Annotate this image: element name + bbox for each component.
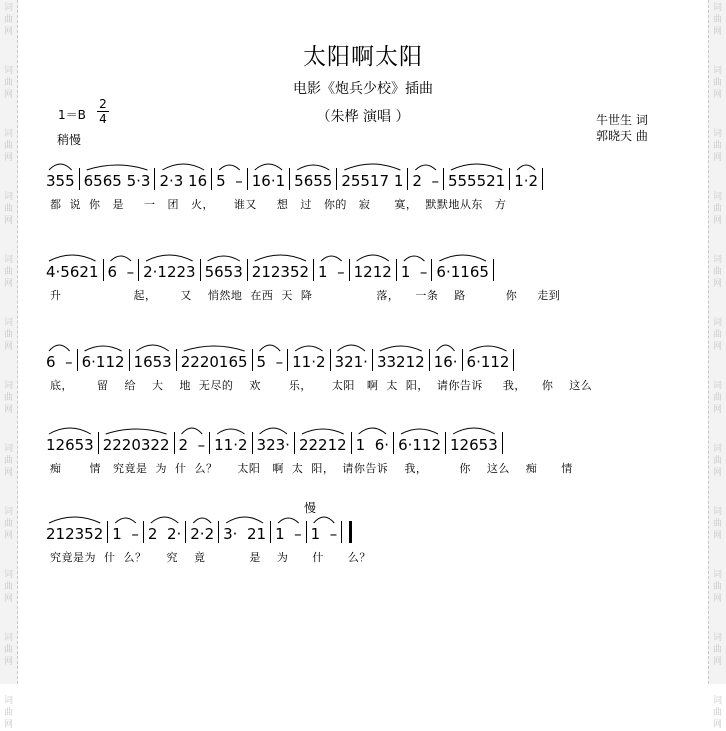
measure-notes: 16·1: [251, 172, 286, 190]
watermark-char: 词: [3, 633, 13, 643]
lyrics-line: 都 说 你 是 一 团 火， 谁又 想 过 你的 寂 寞， 默默地从东 方: [50, 198, 507, 211]
slur-mark: [111, 256, 132, 261]
measure-notes: 12653: [450, 436, 498, 454]
watermark-char: 词: [712, 507, 722, 517]
watermark-char: 词: [712, 318, 722, 328]
slur-mark: [357, 255, 389, 261]
measure-notes: 6 –: [107, 263, 135, 281]
watermark-char: 曲: [3, 708, 13, 718]
music-system: [46, 416, 686, 476]
watermark-block: [713, 128, 722, 164]
measure-notes: 3· 21: [223, 525, 267, 543]
measure-notes: 6·1165: [436, 263, 489, 281]
slur-mark: [49, 345, 70, 351]
measure-notes: 2 –: [178, 436, 206, 454]
watermark-char: 曲: [712, 330, 722, 340]
measure-notes: 2·3 16: [159, 172, 208, 190]
watermark-block: [713, 254, 722, 290]
watermark-char: 网: [712, 27, 722, 37]
measure-notes: 33212: [376, 353, 425, 371]
slur-mark: [338, 345, 365, 351]
slur-mark: [517, 165, 535, 170]
slur-mark: [451, 164, 502, 170]
measure-notes: 1 –: [112, 525, 139, 543]
slur-mark: [219, 165, 240, 170]
watermark-block: [713, 2, 722, 38]
watermark-char: 网: [712, 594, 722, 604]
watermark-char: 网: [712, 279, 722, 289]
watermark-char: 曲: [712, 708, 722, 718]
watermark-char: 网: [3, 594, 13, 604]
watermark-block: [4, 380, 13, 416]
watermark-char: 网: [712, 153, 722, 163]
measure-notes: 323·: [256, 436, 290, 454]
watermark-char: 词: [3, 3, 13, 13]
watermark-char: 曲: [712, 204, 722, 214]
slur-mark: [344, 164, 400, 170]
watermark-char: 网: [712, 657, 722, 667]
watermark-block: [4, 695, 13, 731]
watermark-char: 词: [3, 66, 13, 76]
watermark-char: 词: [712, 3, 722, 13]
slur-mark: [49, 255, 96, 261]
lyrics-line: 痴 情 究竟是 为 什 么？ 太阳 啊 太 阳， 请你告诉 我， 你 这么 痴 情: [50, 462, 573, 475]
slur-layer: [46, 505, 686, 525]
watermark-char: 曲: [3, 393, 13, 403]
watermark-char: 网: [3, 468, 13, 478]
slur-layer: [46, 416, 686, 436]
watermark-char: 网: [712, 342, 722, 352]
key-signature: 1＝B: [58, 108, 86, 122]
watermark-char: 词: [3, 318, 13, 328]
watermark-block: [713, 506, 722, 542]
measure-notes: 212352: [46, 525, 104, 543]
watermark-char: 词: [712, 570, 722, 580]
measure-notes: 1 –: [275, 525, 302, 543]
watermark-char: 曲: [712, 456, 722, 466]
slur-mark: [453, 428, 495, 434]
measure-notes: 16·: [433, 353, 458, 371]
meter-top: 2: [99, 97, 107, 111]
slur-mark: [439, 255, 486, 261]
watermark-char: 曲: [712, 141, 722, 151]
music-system: [46, 243, 686, 303]
slur-mark: [314, 517, 335, 523]
watermark-char: 网: [3, 279, 13, 289]
measure-notes: 6 –: [46, 353, 73, 371]
watermark-char: 曲: [3, 519, 13, 529]
left-watermark-strip: [0, 0, 18, 730]
watermark-char: 网: [712, 468, 722, 478]
watermark-block: [4, 632, 13, 668]
watermark-char: 词: [712, 381, 722, 391]
music-system: [46, 152, 686, 212]
measure-notes: 2·1223: [143, 263, 196, 281]
slur-mark: [226, 517, 263, 523]
watermark-char: 词: [3, 381, 13, 391]
measure-notes: 1 –: [400, 263, 428, 281]
measure-notes: 2220165: [180, 353, 248, 371]
watermark-block: [713, 443, 722, 479]
watermark-char: 词: [3, 129, 13, 139]
measure-notes: 2 2·: [147, 525, 182, 543]
measure-notes: 6·112: [466, 353, 510, 371]
measure-notes: 5 –: [256, 353, 284, 371]
watermark-char: 词: [3, 507, 13, 517]
watermark-block: [4, 317, 13, 353]
watermark-block: [4, 254, 13, 290]
measure-notes: 212352: [251, 263, 310, 281]
watermark-char: 网: [712, 216, 722, 226]
song-title: 太阳啊太阳: [303, 44, 423, 70]
watermark-char: 曲: [3, 456, 13, 466]
watermark-char: 网: [3, 342, 13, 352]
watermark-char: 网: [712, 720, 722, 730]
watermark-char: 词: [712, 129, 722, 139]
watermark-char: 网: [3, 720, 13, 730]
measure-notes: 355: [46, 172, 75, 190]
slur-mark: [255, 164, 282, 170]
measure-notes: 5653: [204, 263, 243, 281]
watermark-char: 网: [3, 153, 13, 163]
time-signature: [96, 97, 110, 126]
slow-mark: 慢: [304, 501, 317, 515]
watermark-char: 词: [712, 255, 722, 265]
lyrics-line: 升 起， 又 悄然地 在西 天 降 落， 一条 路 你 走到: [50, 289, 561, 302]
lyricist-credit: 牛世生 词: [596, 113, 648, 127]
watermark-block: [713, 380, 722, 416]
watermark-char: 曲: [712, 393, 722, 403]
watermark-char: 网: [3, 90, 13, 100]
lyrics-line: 底， 留 给 大 地 无尽的 欢 乐， 太阳 啊 太 阳， 请你告诉 我， 你 这么: [50, 379, 593, 392]
slur-mark: [162, 164, 204, 170]
watermark-char: 词: [3, 570, 13, 580]
slur-mark: [106, 429, 167, 434]
slur-mark: [302, 429, 344, 434]
slur-mark: [115, 518, 136, 523]
watermark-char: 曲: [712, 519, 722, 529]
measure-notes: 1212: [353, 263, 392, 281]
measure-notes: 11·2: [214, 436, 248, 454]
slur-mark: [49, 517, 100, 523]
slur-mark: [137, 345, 169, 351]
slur-mark: [415, 165, 436, 170]
measure-notes: 22212: [298, 436, 347, 454]
watermark-block: [4, 191, 13, 227]
watermark-char: 词: [3, 444, 13, 454]
watermark-char: 曲: [3, 141, 13, 151]
watermark-block: [4, 443, 13, 479]
watermark-char: 网: [3, 405, 13, 415]
measure-notes: 12653: [46, 436, 94, 454]
watermark-char: 曲: [3, 330, 13, 340]
slur-mark: [297, 165, 329, 170]
watermark-block: [713, 191, 722, 227]
song-subtitle: 电影《炮兵少校》插曲: [293, 81, 433, 97]
measure-notes: 6565 5·3: [83, 172, 151, 190]
slur-mark: [470, 346, 507, 351]
watermark-char: 网: [712, 531, 722, 541]
watermark-char: 曲: [712, 15, 722, 25]
watermark-char: 曲: [3, 267, 13, 277]
measure-notes: 4·5621: [46, 263, 99, 281]
slur-mark: [217, 429, 244, 434]
music-system: [46, 333, 686, 393]
meter-bottom: 4: [99, 112, 107, 126]
slur-mark: [49, 428, 91, 434]
slur-mark: [146, 255, 193, 261]
watermark-char: 曲: [3, 645, 13, 655]
slur-mark: [278, 518, 299, 523]
slur-mark: [401, 429, 438, 434]
measure-notes: 555521: [447, 172, 506, 190]
slur-mark: [87, 165, 148, 170]
measure-notes: 1 6·: [355, 436, 390, 454]
watermark-block: [713, 695, 722, 731]
slur-layer: [46, 243, 686, 263]
watermark-char: 词: [712, 696, 722, 706]
watermark-block: [4, 2, 13, 38]
watermark-char: 网: [3, 216, 13, 226]
slur-layer: [46, 333, 686, 353]
measure-notes: 2220322: [102, 436, 170, 454]
slur-mark: [260, 428, 287, 434]
slur-mark: [437, 345, 455, 351]
measure-notes: 6·112: [81, 353, 125, 371]
slur-mark: [260, 345, 281, 351]
watermark-char: 词: [712, 192, 722, 202]
watermark-block: [713, 569, 722, 605]
measure-notes: 11·2: [292, 353, 326, 371]
watermark-char: 曲: [3, 204, 13, 214]
slur-mark: [49, 164, 72, 170]
measure-notes: 1·2: [514, 172, 539, 190]
measure-notes: 321·: [334, 353, 368, 371]
watermark-char: 词: [712, 633, 722, 643]
slur-mark: [404, 256, 425, 261]
watermark-char: 网: [712, 405, 722, 415]
measure-notes: 6·112: [398, 436, 442, 454]
watermark-char: 曲: [3, 78, 13, 88]
measure-notes: 5655: [294, 172, 333, 190]
watermark-char: 词: [3, 192, 13, 202]
watermark-char: 网: [3, 657, 13, 667]
measure-notes: 1 –: [318, 263, 345, 281]
watermark-char: 词: [712, 444, 722, 454]
watermark-char: 网: [3, 531, 13, 541]
watermark-char: 曲: [712, 582, 722, 592]
measure-notes: 1 –: [310, 525, 338, 543]
tempo-marking: 稍慢: [57, 133, 82, 147]
slur-mark: [193, 518, 211, 523]
measure-notes: 2 –: [412, 172, 439, 190]
slur-mark: [85, 346, 122, 351]
slur-layer: [46, 152, 686, 172]
watermark-char: 曲: [3, 582, 13, 592]
measure-notes: 2·2: [190, 525, 215, 543]
composer-credit: 郭晓天 曲: [596, 129, 648, 143]
slur-mark: [255, 255, 306, 261]
watermark-char: 曲: [712, 267, 722, 277]
watermark-block: [4, 128, 13, 164]
slur-mark: [151, 517, 178, 523]
slur-mark: [380, 346, 422, 351]
measure-notes: 25517 1: [341, 172, 404, 190]
slur-mark: [184, 346, 245, 351]
singer-credit: （朱桦 演唱 ）: [316, 109, 410, 125]
watermark-char: 词: [712, 66, 722, 76]
lyrics-line: 究竟是为 什 么？ 究 竟 是 为 什 么？: [50, 551, 371, 564]
watermark-block: [713, 317, 722, 353]
watermark-block: [4, 569, 13, 605]
watermark-char: 网: [712, 90, 722, 100]
music-system: [46, 501, 686, 565]
slur-mark: [359, 428, 386, 434]
watermark-char: 网: [3, 27, 13, 37]
slur-mark: [182, 428, 203, 434]
slur-mark: [295, 346, 322, 351]
watermark-char: 词: [3, 255, 13, 265]
watermark-char: 词: [3, 696, 13, 706]
watermark-char: 曲: [712, 645, 722, 655]
watermark-block: [4, 506, 13, 542]
slur-mark: [321, 256, 342, 261]
right-watermark-strip: [708, 0, 726, 730]
watermark-char: 曲: [3, 15, 13, 25]
measure-notes: 5 –: [216, 172, 243, 190]
measure-notes: 1653: [133, 353, 172, 371]
slur-mark: [208, 256, 240, 261]
watermark-block: [713, 632, 722, 668]
watermark-char: 曲: [712, 78, 722, 88]
